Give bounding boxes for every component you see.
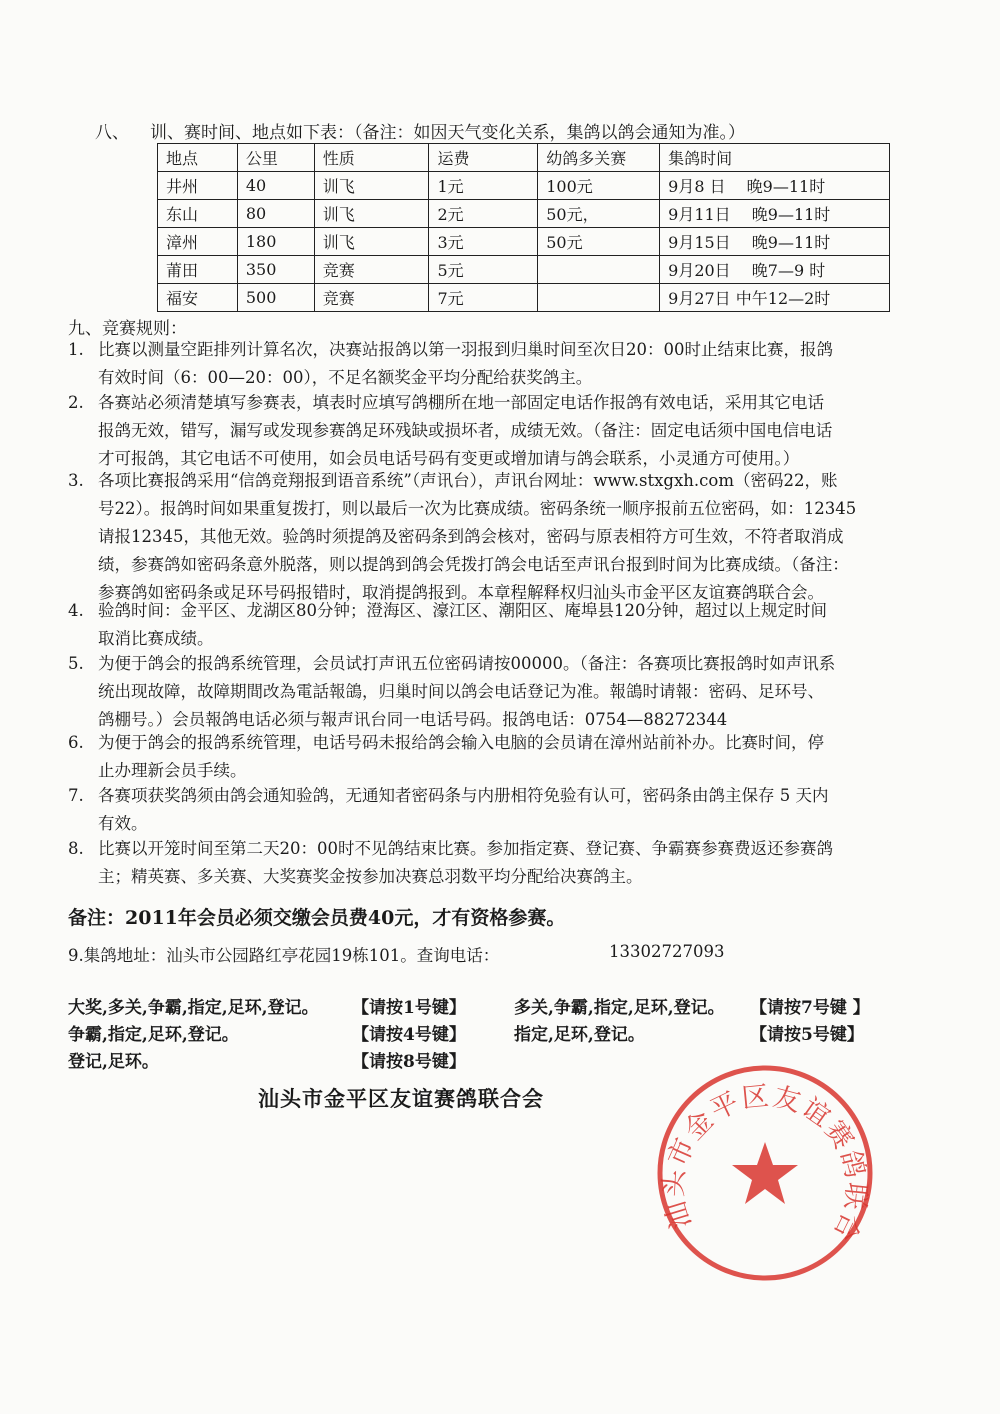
header-fee: 运费 (429, 144, 538, 172)
table-cell: 莆田 (158, 256, 238, 284)
table-row (158, 172, 890, 200)
rule-line: 有效时间（6：00—20：00），不足名额奖金平均分配给获奖鸽主。 (98, 368, 593, 387)
header-collection-time: 集鸽时间 (660, 144, 890, 172)
key-label-5: 指定,足环,登记。 (514, 1025, 645, 1045)
table-cell: 9月27日 中午12—2时 (660, 284, 890, 312)
rule-line: 绩，参赛鸽如密码条意外脱落，则以提鸽到鸽会凭拨打鸽会电话至声讯台报到时间为比赛成绩。（备注： (98, 555, 849, 574)
rule-line: 各赛站必须清楚填写参赛表，填表时应填写鸽棚所在地一部固定电话作报鸽有效电话，采用其它电话 (98, 393, 824, 412)
table-cell: 3元 (429, 228, 538, 256)
rule-line: 比赛以开笼时间至第二天20：00时不见鸽结束比赛。参加指定赛、登记赛、争霸赛参赛费返还参赛鸽 (98, 839, 833, 858)
table-cell: 9月11日 晚9—11时 (660, 200, 890, 228)
rule-line: 鸽棚号。）会员報鸽电话必须与報声讯台同一电话号码。报鸽电话：0754—88272344 (98, 710, 728, 729)
rule-number: 8. (68, 839, 84, 858)
table-cell: 9月15日 晚9—11时 (660, 228, 890, 256)
section-8-number: 八、 (95, 123, 129, 143)
table-cell: 训飞 (314, 172, 429, 200)
rule-line: 主；精英赛、多关赛、大奖赛奖金按参加决赛总羽数平均分配给决赛鸽主。 (98, 867, 643, 886)
table-cell: 7元 (429, 284, 538, 312)
rule-line: 有效。 (98, 814, 148, 833)
organization-signature: 汕头市金平区友谊赛鸽联合会 (258, 1086, 544, 1111)
table-cell: 井州 (158, 172, 238, 200)
table-cell: 500 (237, 284, 314, 312)
key-label-7: 多关,争霸,指定,足环,登记。 (514, 998, 725, 1018)
table-header-row (158, 144, 890, 172)
table-cell: 5元 (429, 256, 538, 284)
rule-line: 止办理新会员手续。 (98, 761, 247, 780)
rule-line: 比赛以测量空距排列计算名次，决赛站报鸽以第一羽报到归巢时间至次日20：00时止结束比赛，报鸽 (98, 340, 833, 359)
rule-line: 验鸽时间：金平区、龙湖区80分钟；澄海区、濠江区、潮阳区、庵埠县120分钟，超过以上规定时间 (98, 601, 827, 620)
table-cell: 100元 (538, 172, 660, 200)
key-label-1: 大奖,多关,争霸,指定,足环,登记。 (68, 998, 319, 1018)
key-instruction-5: 【请按5号键】 (750, 1025, 864, 1045)
table-row (158, 284, 890, 312)
table-cell: 350 (237, 256, 314, 284)
official-seal (652, 1060, 878, 1286)
table-cell: 9月20日 晚7—9 时 (660, 256, 890, 284)
table-cell: 漳州 (158, 228, 238, 256)
rule-line: 号22）。报鸽时间如果重复拨打，则以最后一次为比赛成绩。密码条统一顺序报前五位密码，如：12345 (98, 499, 857, 518)
section-8-heading: 训、赛时间、地点如下表：（备注：如因天气变化关系，集鸽以鸽会通知为准。） (150, 123, 745, 143)
table-cell: 训飞 (314, 228, 429, 256)
rule-line: 为便于鸽会的报鸽系统管理，会员试打声讯五位密码请按00000。（备注：各赛项比赛报鸽时如声讯系 (98, 654, 836, 673)
membership-fee-note: 备注：2011年会员必须交缴会员费40元，才有资格参赛。 (68, 907, 566, 929)
table-cell: 80 (237, 200, 314, 228)
rule-number: 4. (68, 601, 84, 620)
table-cell: 东山 (158, 200, 238, 228)
table-cell: 50元 (538, 228, 660, 256)
key-instruction-7: 【请按7号键 】 (750, 998, 870, 1018)
rule-line: 统出现故障，故障期間改為電話報鴿，归巢时间以鸽会电话登记为准。報鴿时请報：密码、足环号、 (98, 682, 824, 701)
rule-line: 报鸽无效，错写，漏写或发现参赛鸽足环残缺或损坏者，成绩无效。（备注：固定电话须中国电信电话 (98, 421, 833, 440)
address-text: 9.集鸽地址：汕头市公园路红亭花园19栋101。查询电话： (68, 946, 500, 965)
table-cell: 竞赛 (314, 256, 429, 284)
seal-text: 汕头市金平区友谊赛鸽联合 (658, 1080, 872, 1248)
inquiry-phone: 13302727093 (609, 942, 725, 961)
table-row (158, 228, 890, 256)
table-cell: 9月8 日 晚9—11时 (660, 172, 890, 200)
rule-line: 参赛鸽如密码条或足环号码报错时，取消提鸽报到。本章程解释权归汕头市金平区友谊赛鸽联合会。 (98, 583, 824, 602)
table-cell: 2元 (429, 200, 538, 228)
table-cell: 训飞 (314, 200, 429, 228)
key-label-8: 登记,足环。 (68, 1052, 159, 1072)
table-row (158, 200, 890, 228)
rule-number: 5. (68, 654, 84, 673)
table-cell (538, 256, 660, 284)
table-cell (538, 284, 660, 312)
rule-line: 各赛项获奖鸽须由鸽会通知验鸽，无通知者密码条与内册相符免验有认可，密码条由鸽主保存 5 天内 (98, 786, 829, 805)
header-distance: 公里 (237, 144, 314, 172)
header-type: 性质 (314, 144, 429, 172)
header-multi-race: 幼鸽多关赛 (538, 144, 660, 172)
rule-number: 3. (68, 471, 84, 490)
rule-number: 6. (68, 733, 84, 752)
rule-line: 才可报鸽，其它电话不可使用，如会员电话号码有变更或增加请与鸽会联系，小灵通方可使用。） (98, 449, 800, 468)
rule-line: 为便于鸽会的报鸽系统管理，电话号码未报给鸽会输入电脑的会员请在漳州站前补办。比赛时间，停 (98, 733, 824, 752)
rule-line: 各项比赛报鸽采用“信鸽竞翔报到语音系统”（声讯台），声讯台网址：www.stxgxh.com（密码22，账 (98, 471, 838, 490)
key-instruction-1: 【请按1号键】 (352, 998, 466, 1018)
schedule-table (157, 143, 890, 312)
table-row (158, 256, 890, 284)
seal-icon (652, 1060, 878, 1286)
table-cell: 福安 (158, 284, 238, 312)
rule-number: 1. (68, 340, 84, 359)
table-cell: 180 (237, 228, 314, 256)
key-instruction-4: 【请按4号键】 (352, 1025, 466, 1045)
rule-number: 7. (68, 786, 84, 805)
table-cell: 竞赛 (314, 284, 429, 312)
key-label-4: 争霸,指定,足环,登记。 (68, 1025, 239, 1045)
key-instruction-8: 【请按8号键】 (352, 1052, 466, 1072)
table-cell: 50元， (538, 200, 660, 228)
section-9-heading: 九、竞赛规则： (68, 319, 187, 339)
rule-line: 请报12345，其他无效。验鸽时须提鸽及密码条到鸽会核对，密码与原表相符方可生效，不符者取消成 (98, 527, 844, 546)
table-cell: 1元 (429, 172, 538, 200)
rule-line: 取消比赛成绩。 (98, 629, 214, 648)
header-location: 地点 (158, 144, 238, 172)
table-cell: 40 (237, 172, 314, 200)
seal-star-icon (732, 1142, 798, 1204)
rule-number: 2. (68, 393, 84, 412)
